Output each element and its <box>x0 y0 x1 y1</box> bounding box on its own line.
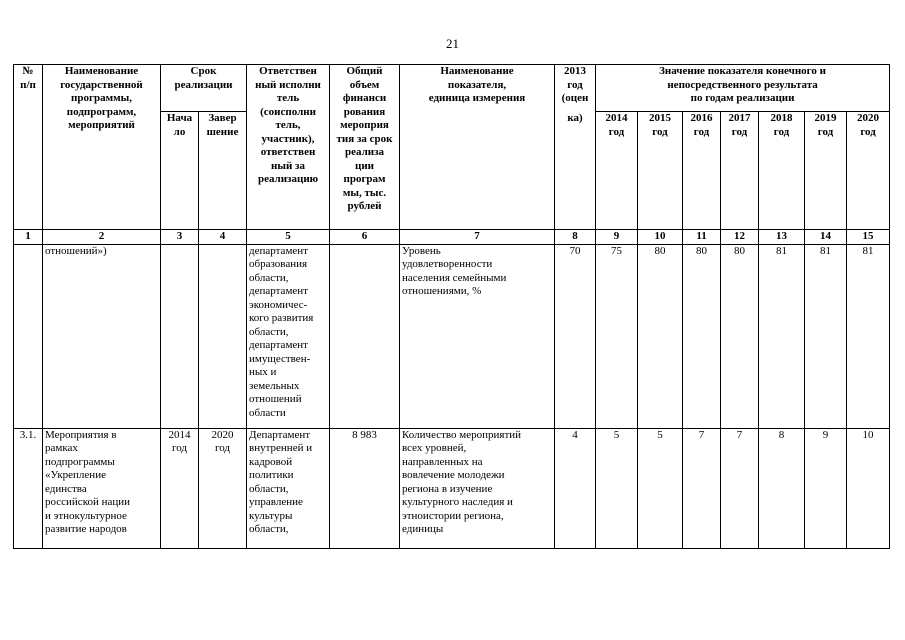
header-year-2019: 2019 год <box>805 112 847 230</box>
row-value-2019: 9 <box>805 428 847 548</box>
column-number: 4 <box>199 230 247 245</box>
row-name: отношений») <box>43 244 161 428</box>
header-year-2017: 2017 год <box>721 112 759 230</box>
program-table <box>13 64 890 549</box>
row-value-2014: 75 <box>596 244 638 428</box>
page-number: 21 <box>446 36 459 51</box>
row-responsible: Департамент внутренней и кадровой политики области, управление культуры области, <box>247 428 330 548</box>
column-number-row <box>14 230 890 245</box>
header-term: Срок реализации <box>161 65 247 112</box>
column-number: 10 <box>638 230 683 245</box>
row-volume: 8 983 <box>330 428 400 548</box>
row-value-2020: 10 <box>847 428 890 548</box>
row-indicator: Уровень удовлетворенности населения семейными отношениями, % <box>400 244 555 428</box>
row-value-2016: 7 <box>683 428 721 548</box>
table-row <box>14 244 890 428</box>
header-term-end: Завер шение <box>199 112 247 230</box>
row-value-2013: 4 <box>555 428 596 548</box>
row-start <box>161 244 199 428</box>
header-2013-cont: ка) <box>555 112 596 230</box>
row-num <box>14 244 43 428</box>
header-values: Значение показателя конечного и непосредственного результата по годам реализации <box>596 65 890 112</box>
header-term-start: Нача ло <box>161 112 199 230</box>
header-indicator: Наименование показателя, единица измерения <box>400 65 555 230</box>
row-value-2015: 80 <box>638 244 683 428</box>
row-value-2018: 81 <box>759 244 805 428</box>
row-value-2018: 8 <box>759 428 805 548</box>
header-year-2014: 2014 год <box>596 112 638 230</box>
header-year-2016: 2016 год <box>683 112 721 230</box>
column-number: 13 <box>759 230 805 245</box>
header-num: № п/п <box>14 65 43 230</box>
header-row-1 <box>14 65 890 112</box>
header-name: Наименование государственной программы, подпрограмм, мероприятий <box>43 65 161 230</box>
row-start: 2014 год <box>161 428 199 548</box>
column-number: 6 <box>330 230 400 245</box>
row-value-2016: 80 <box>683 244 721 428</box>
header-year-2018: 2018 год <box>759 112 805 230</box>
row-num: 3.1. <box>14 428 43 548</box>
row-end <box>199 244 247 428</box>
column-number: 3 <box>161 230 199 245</box>
row-value-2015: 5 <box>638 428 683 548</box>
column-number: 1 <box>14 230 43 245</box>
table-row <box>14 428 890 548</box>
row-volume <box>330 244 400 428</box>
row-indicator: Количество мероприятий всех уровней, направленных на вовлечение молодежи региона в изучение культурного наследия и этноистории региона, единицы <box>400 428 555 548</box>
row-value-2017: 7 <box>721 428 759 548</box>
header-2013: 2013 год (оцен <box>555 65 596 112</box>
column-number: 12 <box>721 230 759 245</box>
column-number: 9 <box>596 230 638 245</box>
header-year-2020: 2020 год <box>847 112 890 230</box>
header-responsible: Ответствен ный исполни тель (соисполни тель, участник), ответствен ный за реализацию <box>247 65 330 230</box>
column-number: 2 <box>43 230 161 245</box>
column-number: 14 <box>805 230 847 245</box>
row-value-2014: 5 <box>596 428 638 548</box>
column-number: 8 <box>555 230 596 245</box>
row-value-2019: 81 <box>805 244 847 428</box>
row-value-2020: 81 <box>847 244 890 428</box>
row-responsible: департамент образования области, департамент экономичес- кого развития области, департамент имуществен- ных и земельных отношений области <box>247 244 330 428</box>
header-volume: Общий объем финанси рования мероприя тия за срок реализа ции програм мы, тыс. рублей <box>330 65 400 230</box>
row-end: 2020 год <box>199 428 247 548</box>
header-year-2015: 2015 год <box>638 112 683 230</box>
column-number: 11 <box>683 230 721 245</box>
row-name: Мероприятия в рамках подпрограммы «Укрепление единства российской нации и этнокультурное развитие народов <box>43 428 161 548</box>
column-number: 7 <box>400 230 555 245</box>
column-number: 15 <box>847 230 890 245</box>
row-value-2017: 80 <box>721 244 759 428</box>
column-number: 5 <box>247 230 330 245</box>
row-value-2013: 70 <box>555 244 596 428</box>
